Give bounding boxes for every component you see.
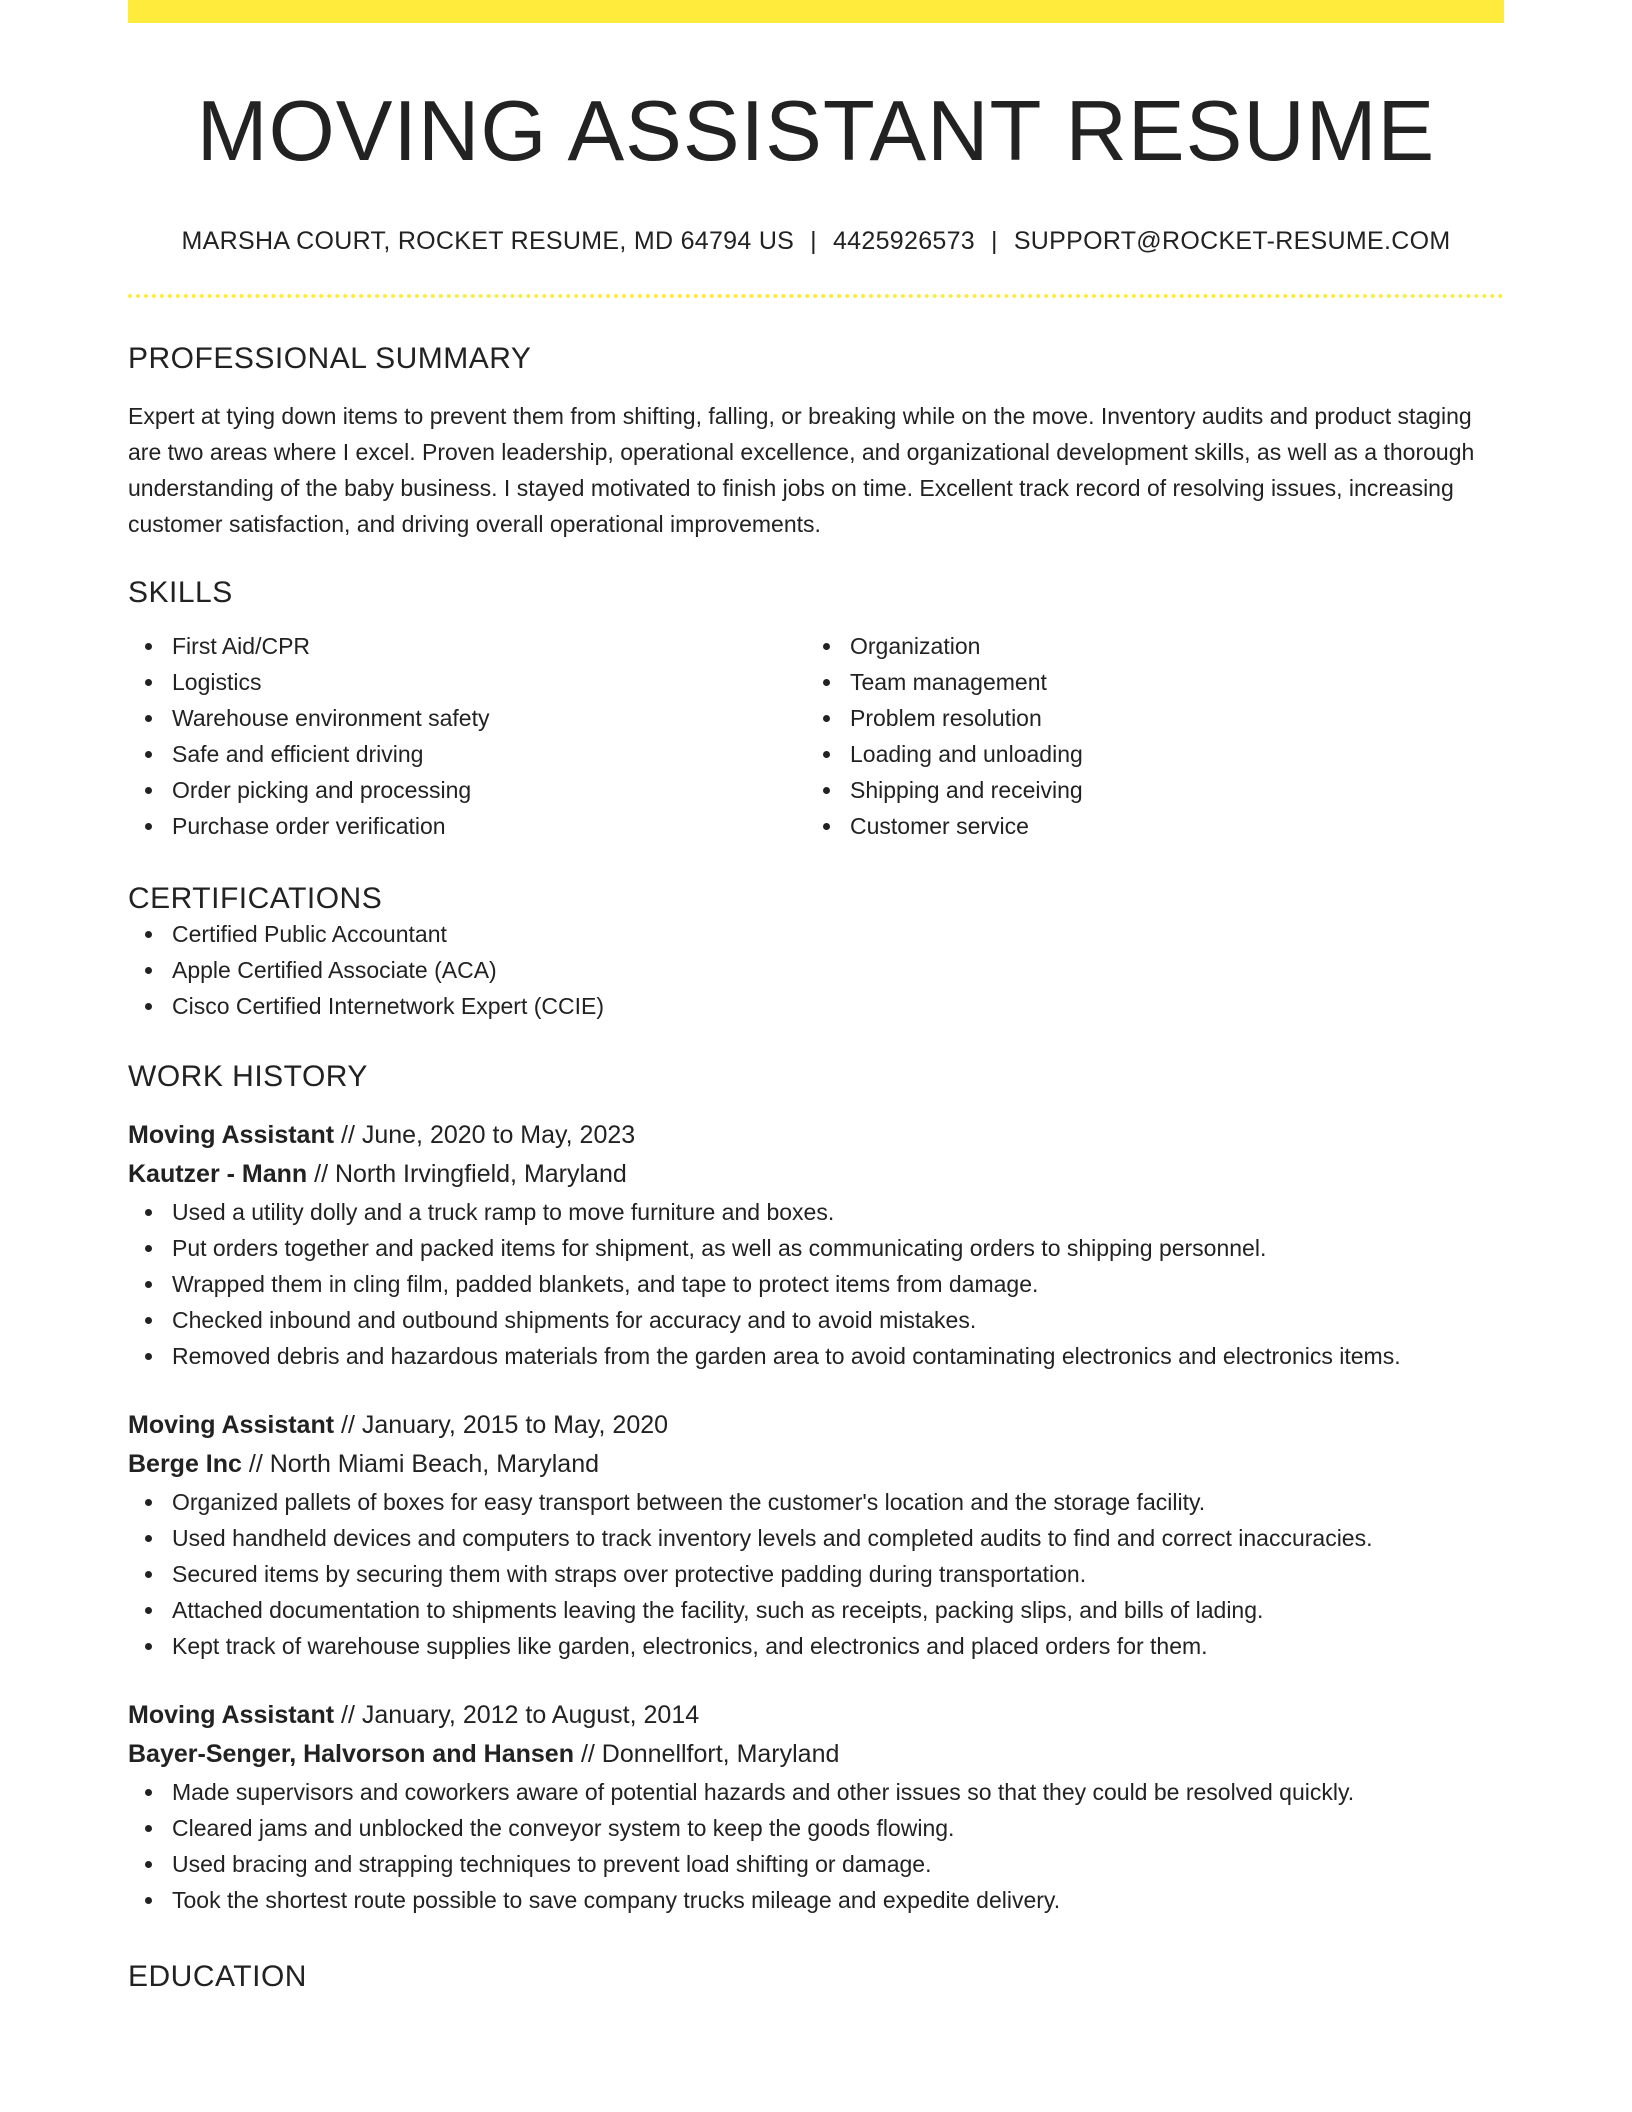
job-duty: Attached documentation to shipments leaving the facility, such as receipts, packing slips, and bills of lading.: [128, 1592, 1504, 1628]
resume-title: MOVING ASSISTANT RESUME: [196, 84, 1436, 179]
work-history-heading: WORK HISTORY: [128, 1059, 368, 1093]
job-duty: Removed debris and hazardous materials from the garden area to avoid contaminating electronics and electronics items.: [128, 1338, 1504, 1374]
job-duty: Used bracing and strapping techniques to prevent load shifting or damage.: [128, 1846, 1504, 1882]
certifications-list: [128, 916, 1504, 1024]
job-location: // North Miami Beach, Maryland: [248, 1449, 600, 1478]
job-entry: [128, 1116, 1504, 1374]
skill-item: Organization: [806, 628, 1484, 664]
skills-columns: [128, 628, 1504, 844]
job-title-line: [128, 1696, 1504, 1735]
job-company: Berge Inc: [128, 1449, 242, 1478]
job-duties-list: [128, 1194, 1504, 1374]
job-duty: Took the shortest route possible to save company trucks mileage and expedite delivery.: [128, 1882, 1504, 1918]
job-duty: Organized pallets of boxes for easy transport between the customer's location and the storage facility.: [128, 1484, 1504, 1520]
job-duties-list: [128, 1774, 1504, 1918]
skill-item: Loading and unloading: [806, 736, 1484, 772]
job-duty: Cleared jams and unblocked the conveyor system to keep the goods flowing.: [128, 1810, 1504, 1846]
skill-item: Team management: [806, 664, 1484, 700]
skills-list-right: [806, 628, 1484, 844]
accent-top-bar: [128, 0, 1504, 23]
job-title-line: [128, 1406, 1504, 1445]
job-title: Moving Assistant: [128, 1410, 335, 1439]
certifications-heading: CERTIFICATIONS: [128, 881, 383, 915]
job-duty: Put orders together and packed items for shipment, as well as communicating orders to shipping personnel.: [128, 1230, 1504, 1266]
job-dates: // June, 2020 to May, 2023: [341, 1120, 636, 1149]
education-heading: EDUCATION: [128, 1959, 307, 1993]
job-duty: Made supervisors and coworkers aware of potential hazards and other issues so that they could be resolved quickly.: [128, 1774, 1504, 1810]
job-duty: Checked inbound and outbound shipments for accuracy and to avoid mistakes.: [128, 1302, 1504, 1338]
certification-item: Cisco Certified Internetwork Expert (CCIE): [128, 988, 1504, 1024]
job-duty: Wrapped them in cling film, padded blankets, and tape to protect items from damage.: [128, 1266, 1504, 1302]
skill-item: Problem resolution: [806, 700, 1484, 736]
skill-item: First Aid/CPR: [128, 628, 806, 664]
contact-phone: 4425926573: [832, 226, 976, 255]
summary-text: Expert at tying down items to prevent them from shifting, falling, or breaking while on the move. Inventory audits and product staging are two areas where I excel. Proven leadership, operational excellence, and organizational development skills, as well as a thorough understanding of the baby business. I stayed motivated to finish jobs on time. Excellent track record of resolving issues, increasing customer satisfaction, and driving overall operational improvements.: [128, 402, 1475, 537]
job-duty: Used a utility dolly and a truck ramp to move furniture and boxes.: [128, 1194, 1504, 1230]
job-title: Moving Assistant: [128, 1700, 335, 1729]
job-duties-list: [128, 1484, 1504, 1664]
job-entry: [128, 1696, 1504, 1918]
skill-item: Safe and efficient driving: [128, 736, 806, 772]
job-dates: // January, 2012 to August, 2014: [341, 1700, 700, 1729]
job-duty: Used handheld devices and computers to track inventory levels and completed audits to find and correct inaccuracies.: [128, 1520, 1504, 1556]
contact-line: [128, 227, 1504, 256]
job-dates: // January, 2015 to May, 2020: [341, 1410, 669, 1439]
job-company-line: [128, 1445, 1504, 1484]
contact-email: SUPPORT@ROCKET-RESUME.COM: [1013, 226, 1451, 255]
job-title: Moving Assistant: [128, 1120, 335, 1149]
job-company-line: [128, 1155, 1504, 1194]
job-title-line: [128, 1116, 1504, 1155]
skill-item: Purchase order verification: [128, 808, 806, 844]
dotted-divider: [128, 294, 1504, 298]
resume-page: [128, 0, 1504, 1994]
skill-item: Customer service: [806, 808, 1484, 844]
summary-heading: PROFESSIONAL SUMMARY: [128, 341, 532, 375]
job-entry: [128, 1406, 1504, 1664]
certification-item: Certified Public Accountant: [128, 916, 1504, 952]
skill-item: Logistics: [128, 664, 806, 700]
contact-separator: |: [991, 226, 998, 255]
skills-heading: SKILLS: [128, 575, 233, 609]
contact-separator: |: [810, 226, 817, 255]
skill-item: Order picking and processing: [128, 772, 806, 808]
job-company-line: [128, 1735, 1504, 1774]
job-location: // North Irvingfield, Maryland: [314, 1159, 627, 1188]
certification-item: Apple Certified Associate (ACA): [128, 952, 1504, 988]
skill-item: Shipping and receiving: [806, 772, 1484, 808]
contact-address: MARSHA COURT, ROCKET RESUME, MD 64794 US: [181, 226, 795, 255]
job-location: // Donnellfort, Maryland: [580, 1739, 840, 1768]
job-duty: Kept track of warehouse supplies like garden, electronics, and electronics and placed orders for them.: [128, 1628, 1504, 1664]
job-company: Kautzer - Mann: [128, 1159, 308, 1188]
skill-item: Warehouse environment safety: [128, 700, 806, 736]
job-company: Bayer-Senger, Halvorson and Hansen: [128, 1739, 574, 1768]
skills-list-left: [128, 628, 806, 844]
job-duty: Secured items by securing them with straps over protective padding during transportation.: [128, 1556, 1504, 1592]
